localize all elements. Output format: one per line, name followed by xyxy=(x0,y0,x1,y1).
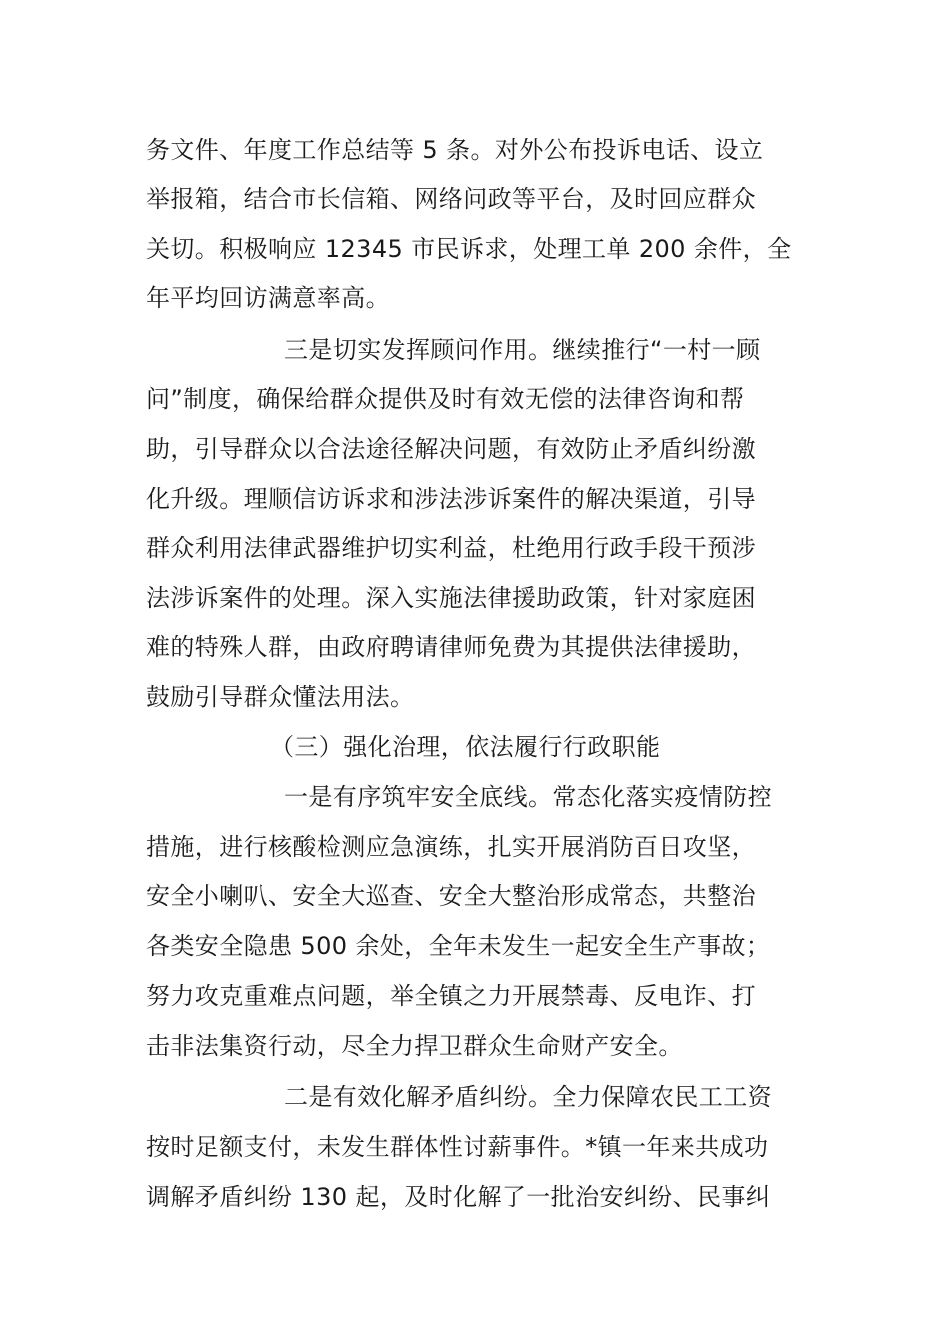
paragraph-line: 关切。积极响应 12345 市民诉求，处理工单 200 余件，全 xyxy=(146,235,792,263)
paragraph-line: 安全小喇叭、安全大巡查、安全大整治形成常态，共整治 xyxy=(146,882,756,910)
paragraph-line: 化升级。理顺信访诉求和涉法涉诉案件的解决渠道，引导 xyxy=(146,485,756,513)
paragraph-line: 助，引导群众以合法途径解决问题，有效防止矛盾纠纷激 xyxy=(146,435,756,463)
paragraph-line: 法涉诉案件的处理。深入实施法律援助政策，针对家庭困 xyxy=(146,584,756,612)
paragraph-line: 年平均回访满意率高。 xyxy=(146,284,390,312)
paragraph-line: 击非法集资行动，尽全力捍卫群众生命财产安全。 xyxy=(146,1032,683,1060)
paragraph-line: 按时足额支付，未发生群体性讨薪事件。*镇一年来共成功 xyxy=(146,1133,769,1161)
paragraph-line: 务文件、年度工作总结等 5 条。对外公布投诉电话、设立 xyxy=(146,136,764,164)
paragraph-line: 群众利用法律武器维护切实利益，杜绝用行政手段干预涉 xyxy=(146,534,756,562)
paragraph-line: 三是切实发挥顾问作用。继续推行“一村一顾 xyxy=(284,336,761,364)
paragraph-line: 二是有效化解矛盾纠纷。全力保障农民工工资 xyxy=(284,1083,772,1111)
paragraph-line: 难的特殊人群，由政府聘请律师免费为其提供法律援助， xyxy=(146,633,756,661)
paragraph-line: 问”制度，确保给群众提供及时有效无偿的法律咨询和帮 xyxy=(146,385,745,413)
paragraph-line: 措施，进行核酸检测应急演练，扎实开展消防百日攻坚， xyxy=(146,833,756,861)
paragraph-line: 一是有序筑牢安全底线。常态化落实疫情防控 xyxy=(284,783,772,811)
section-heading: （三）强化治理，依法履行行政职能 xyxy=(270,733,661,761)
paragraph-line: 调解矛盾纠纷 130 起，及时化解了一批治安纠纷、民事纠 xyxy=(146,1183,771,1211)
paragraph-line: 各类安全隐患 500 余处，全年未发生一起安全生产事故； xyxy=(146,932,771,960)
paragraph-line: 鼓励引导群众懂法用法。 xyxy=(146,683,415,711)
paragraph-line: 举报箱，结合市长信箱、网络问政等平台，及时回应群众 xyxy=(146,185,756,213)
paragraph-line: 努力攻克重难点问题，举全镇之力开展禁毒、反电诈、打 xyxy=(146,982,756,1010)
